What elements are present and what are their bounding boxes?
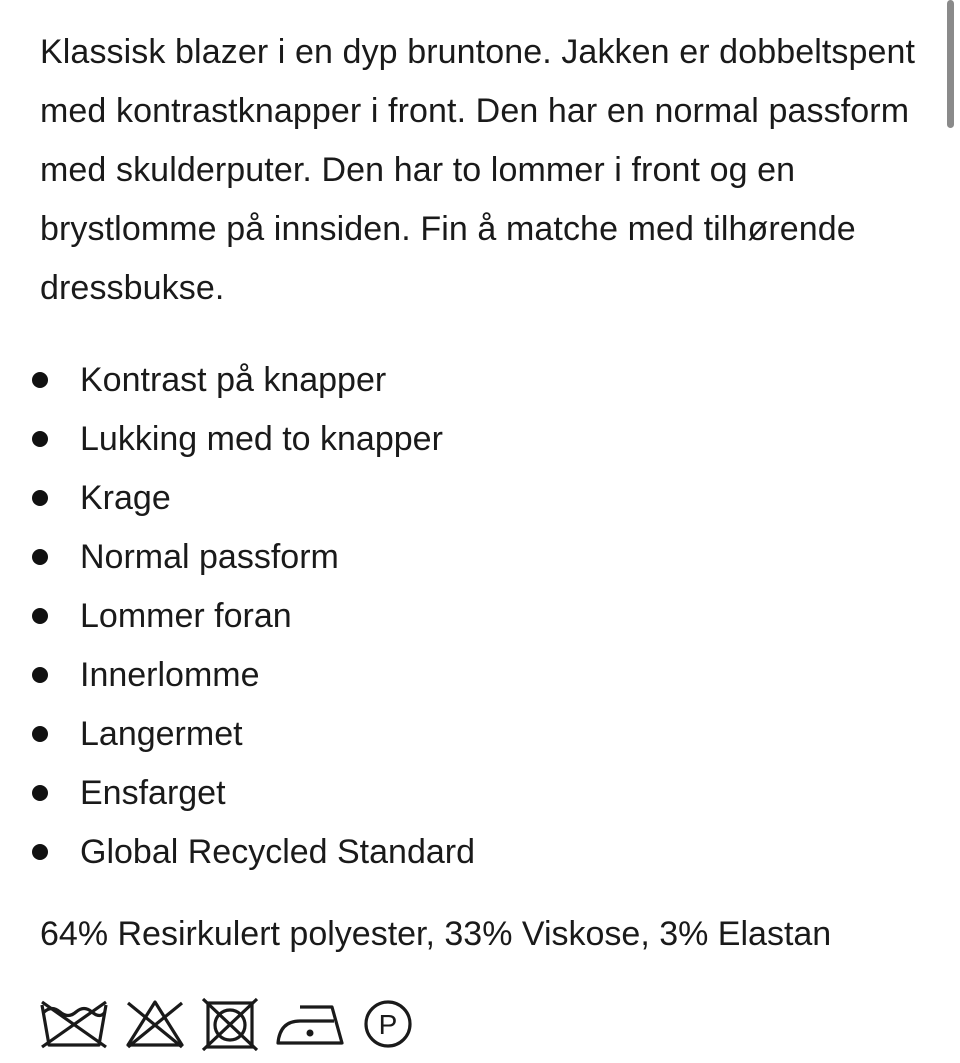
feature-label: Langermet: [80, 715, 243, 753]
bullet-icon: [32, 608, 48, 624]
feature-label: Ensfarget: [80, 774, 226, 812]
bullet-icon: [32, 726, 48, 742]
feature-label: Normal passform: [80, 538, 339, 576]
dry-clean-letter: P: [378, 1009, 398, 1040]
feature-list-item: [0, 823, 930, 882]
feature-list-item: [0, 646, 930, 705]
no-bleach-icon: [124, 997, 186, 1051]
bullet-icon: [32, 431, 48, 447]
bullet-icon: [32, 549, 48, 565]
feature-list-item: [0, 410, 930, 469]
feature-list-item: [0, 587, 930, 646]
feature-label: Krage: [80, 479, 171, 517]
scrollbar-thumb[interactable]: [947, 0, 954, 128]
product-description: Klassisk blazer i en dyp bruntone. Jakken er dobbeltspent med kontrastknapper i front. Den har en normal passform med skulderputer. Den har to lommer i front og en brystlomme på innsiden. Fin å matche med tilhørende dressbukse.: [40, 33, 916, 307]
bullet-icon: [32, 785, 48, 801]
feature-list-item: [0, 764, 930, 823]
bullet-icon: [32, 844, 48, 860]
bullet-icon: [32, 490, 48, 506]
feature-label: Lukking med to knapper: [80, 420, 443, 458]
dry-clean-p-icon: [362, 997, 416, 1051]
iron-low-heat-icon: [274, 997, 348, 1051]
feature-list-item: [0, 705, 930, 764]
feature-list-item: [0, 469, 930, 528]
feature-list-item: [0, 528, 930, 587]
feature-label: Global Recycled Standard: [80, 833, 476, 871]
feature-label: Lommer foran: [80, 597, 292, 635]
wash-max-30-icon: [38, 997, 110, 1051]
feature-label: Kontrast på knapper: [80, 361, 387, 399]
feature-label: Innerlomme: [80, 656, 260, 694]
material-composition: 64% Resirkulert polyester, 33% Viskose, 3% Elastan: [40, 915, 832, 953]
bullet-icon: [32, 372, 48, 388]
feature-list: [0, 351, 930, 882]
feature-list-item: [0, 351, 930, 410]
no-tumble-dry-icon: [200, 997, 260, 1051]
care-instructions: [38, 996, 416, 1052]
bullet-icon: [32, 667, 48, 683]
